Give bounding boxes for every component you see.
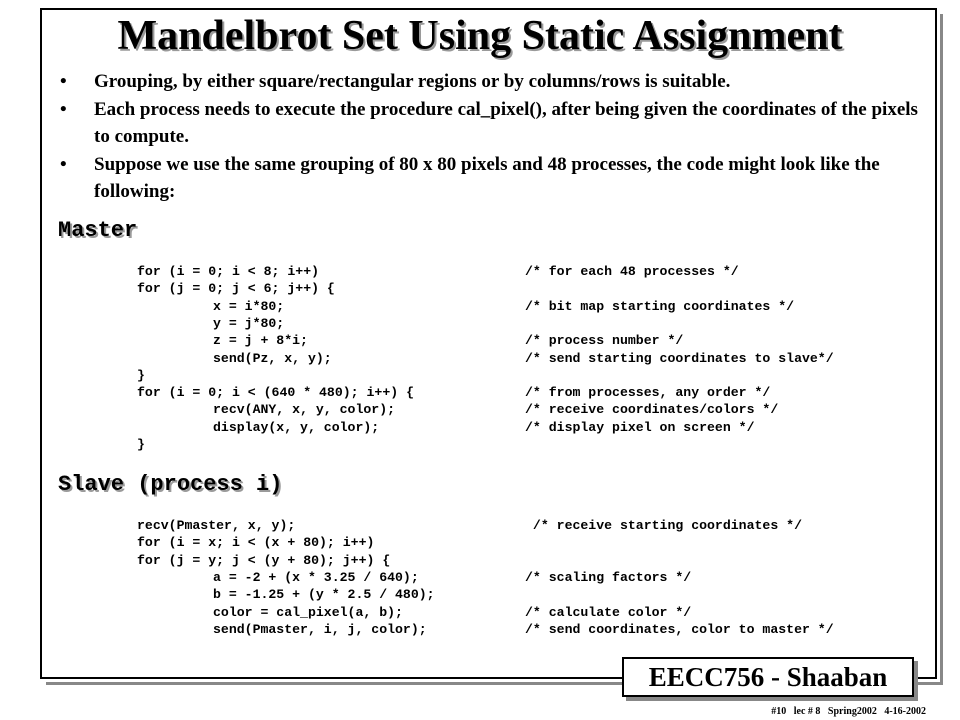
slave-heading: Slave (process i) [58,472,283,497]
code-line: y = j*80; [213,315,285,331]
code-line: b = -1.25 + (y * 2.5 / 480); [213,587,435,603]
code-line: z = j + 8*i; [213,333,308,349]
code-line: for (i = 0; i < 8; i++) [137,264,320,279]
bullet-item: • Suppose we use the same grouping of 80 x 80 pixels and 48 processes, the code might look like the following: [60,151,920,205]
code-line: send(Pmaster, i, j, color); [213,621,427,637]
code-comment: /* send starting coordinates to slave*/ [525,350,834,366]
code-comment: /* scaling factors */ [525,569,692,585]
code-line: for (i = x; i < (x + 80); i++) [137,535,375,551]
code-comment: /* receive coordinates/colors */ [525,402,779,418]
bullet-item: • Each process needs to execute the procedure cal_pixel(), after being given the coordinates of the pixels to compute. [60,96,920,150]
slide-footer: #10 lec # 8 Spring2002 4-16-2002 [771,706,926,717]
code-comment: /* process number */ [525,333,684,349]
code-comment: /* for each 48 processes */ [525,264,739,279]
code-line: recv(Pmaster, x, y); [137,518,296,533]
bullet-icon: • [60,154,67,175]
code-line: color = cal_pixel(a, b); [213,604,403,620]
code-line: for (j = y; j < (y + 80); j++) { [137,552,391,568]
slide-title: Mandelbrot Set Using Static Assignment [117,13,843,59]
bullet-icon: • [60,99,67,120]
code-comment: /* display pixel on screen */ [525,419,755,435]
code-line: } [137,367,145,383]
bullet-list [60,68,920,206]
code-line: send(Pz, x, y); [213,350,332,366]
code-line: display(x, y, color); [213,419,380,435]
code-line: for (i = 0; i < (640 * 480); i++) { [137,385,414,401]
bullet-icon: • [60,71,67,92]
code-comment: /* receive starting coordinates */ [525,518,802,533]
code-line: x = i*80; [213,298,285,314]
code-comment: /* bit map starting coordinates */ [525,298,795,314]
code-line: recv(ANY, x, y, color); [213,402,396,418]
course-badge: EECC756 - Shaaban [622,657,914,697]
code-line: a = -2 + (x * 3.25 / 640); [213,569,419,585]
code-line: } [137,437,145,452]
code-line: for (j = 0; j < 6; j++) { [137,281,335,297]
code-comment: /* send coordinates, color to master */ [525,621,834,637]
master-heading: Master [58,218,138,243]
code-comment: /* from processes, any order */ [525,385,771,401]
code-comment: /* calculate color */ [525,604,692,620]
bullet-item: • Grouping, by either square/rectangular regions or by columns/rows is suitable. [60,68,920,95]
